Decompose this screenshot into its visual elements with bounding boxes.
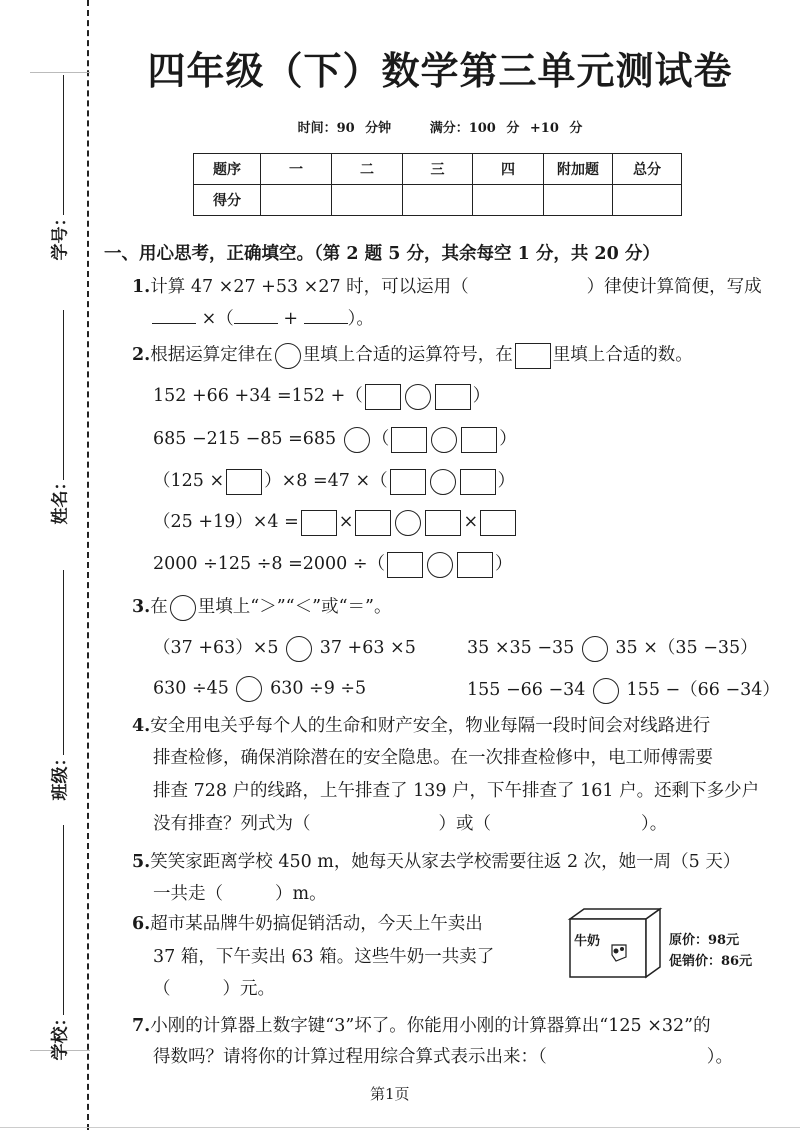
question-text: 里填上合适的运算符号，在 [302,345,513,365]
question-5-line-2 [153,880,327,905]
exam-meta [100,117,780,136]
score-cell: 题序 [194,154,261,185]
question-text: 笑笑家距离学校 450 m，她每天从家去学校需要往返 2 次，她一周（5 天） [150,852,741,872]
answer-box[interactable] [461,427,497,453]
score-cell: 总分 [613,154,682,185]
question-text: 根据运算定律在 [150,345,273,365]
question-text: ）。 [641,814,668,834]
answer-box[interactable] [355,510,391,536]
question-text: ）或（ [438,814,491,834]
question-1-line-1 [132,273,762,298]
answer-box[interactable] [301,510,337,536]
question-text: ）律使计算简便，写成 [586,277,762,297]
expression-text: （25 +19）×4 = [153,512,299,532]
question-3-compare-3 [153,676,366,702]
question-text: 计算 47 ×27 +53 ×27 时，可以运用（ [150,277,469,297]
answer-box[interactable] [435,384,471,410]
score-cell: 附加题 [544,154,613,185]
question-text: 在 [150,597,168,617]
score-cell: 一 [261,154,332,185]
school-line[interactable] [63,825,64,1015]
class-line[interactable] [63,570,64,755]
score-table [193,153,682,216]
exam-full-score: 满分：100 分 +10 分 [429,121,583,136]
promo-price: 促销价：86元 [669,954,753,969]
box-symbol-icon [515,343,551,369]
question-6-line-1 [132,910,483,935]
score-input[interactable] [473,185,544,216]
circle-symbol-icon [275,343,301,369]
original-price: 原价：98元 [669,933,740,948]
question-text: ）。 [347,309,374,329]
expression-text: 2000 ÷125 ÷8 =2000 ÷（ [153,554,386,574]
student-id-label: 学号： [50,209,71,261]
score-cell: 二 [332,154,403,185]
operator-circle[interactable] [430,469,456,495]
binding-dashed-line [87,0,89,1130]
question-number: 6. [132,914,151,934]
operator-circle[interactable] [395,510,421,536]
compare-circle[interactable] [582,636,608,662]
question-text: ）m。 [275,884,327,904]
circle-symbol-icon [170,595,196,621]
page-title: 四年级（下）数学第三单元测试卷 [147,48,733,93]
compare-circle[interactable] [236,676,262,702]
class-label: 班级： [50,749,71,801]
question-number: 1. [132,277,151,297]
question-text: 里填上“＞”“＜”或“＝”。 [197,597,392,617]
expression-text: 35 ×（35 −35） [615,638,758,658]
compare-circle[interactable] [286,636,312,662]
expression-text: （125 × [153,471,225,491]
expression-text: ） [499,429,517,449]
expression-text: × [338,512,354,532]
question-number: 3. [132,597,151,617]
question-6-line-3 [153,975,275,1000]
question-text: ）元。 [222,979,275,999]
operator-circle[interactable] [431,427,457,453]
expression-text: ）×8 =47 ×（ [264,471,388,491]
question-text: 没有排查？列式为（ [153,814,311,834]
score-input[interactable] [403,185,473,216]
exam-time: 时间：90 分钟 [297,121,392,136]
question-text: ×（ [201,309,234,329]
expression-text: ） [495,554,513,574]
question-4-line-1 [132,712,710,737]
question-text: ）。 [706,1047,733,1067]
score-table-score-row [194,185,682,216]
expression-text: 630 ÷9 ÷5 [270,678,367,699]
question-2-expr-2 [153,425,517,453]
question-number: 5. [132,852,151,872]
answer-box[interactable] [460,469,496,495]
score-cell: 三 [403,154,473,185]
question-text: + [283,309,298,329]
score-cell: 得分 [194,185,261,216]
question-1-line-2 [152,305,374,330]
school-label: 学校： [50,1009,71,1061]
expression-text: × [463,512,479,532]
student-id-line[interactable] [63,75,64,215]
question-7-line-1 [132,1012,711,1037]
question-text: 安全用电关乎每个人的生命和财产安全，物业每隔一段时间会对线路进行 [150,716,711,736]
answer-box[interactable] [457,552,493,578]
question-number: 7. [132,1016,151,1036]
expression-text: 685 −215 −85 =685 [153,429,337,449]
question-6-line-2: 37 箱，下午卖出 63 箱。这些牛奶一共卖了 [153,947,495,967]
question-3-compare-2 [467,634,758,662]
question-text: 一共走（ [153,884,223,904]
question-number: 2. [132,345,151,365]
score-input[interactable] [613,185,682,216]
score-table-header-row [194,154,682,185]
score-input[interactable] [544,185,613,216]
answer-blank[interactable] [234,307,278,324]
question-text: 小刚的计算器上数字键“3”坏了。你能用小刚的计算器算出“125 ×32”的 [150,1016,711,1036]
expression-text: 37 +63 ×5 [319,638,416,658]
question-text: 得数吗？请将你的计算过程用综合算式表示出来：（ [153,1047,547,1067]
milk-box-label: 牛奶 [574,934,601,949]
score-cell: 四 [473,154,544,185]
question-4-line-4 [153,810,667,835]
operator-circle[interactable] [344,427,370,453]
name-line[interactable] [63,310,64,480]
expression-text: 35 ×35 −35 [467,638,575,658]
question-text: 超市某品牌牛奶搞促销活动，今天上午卖出 [150,914,483,934]
expression-text: （37 +63）×5 [153,638,279,658]
question-3-compare-4 [467,676,780,704]
page-bottom-border [0,1127,800,1128]
expression-text: 630 ÷45 [153,678,229,699]
name-label: 姓名： [50,473,71,525]
milk-box-illustration [566,905,666,985]
answer-box[interactable] [226,469,262,495]
question-2-line-1 [132,341,693,369]
question-3-compare-1 [153,634,416,662]
expression-text: ） [472,386,491,406]
page-number: 第1页 [370,1085,410,1103]
question-7-line-2 [153,1043,733,1068]
answer-box[interactable] [391,427,427,453]
answer-blank[interactable] [152,307,196,324]
question-text: 里填上合适的数。 [552,345,693,365]
question-text: （ [153,979,171,999]
question-2-expr-3 [153,467,515,495]
question-2-expr-4 [153,508,518,536]
score-input[interactable] [332,185,403,216]
section-heading: 一、用心思考，正确填空。（第 2 题 5 分，其余每空 1 分，共 20 分） [104,244,660,264]
question-4-line-2: 排查检修，确保消除潜在的安全隐患。在一次排查检修中，电工师傅需要 [153,748,713,768]
question-number: 4. [132,716,151,736]
question-2-expr-1 [153,382,490,410]
operator-circle[interactable] [427,552,453,578]
question-4-line-3: 排查 728 户的线路，上午排查了 139 户，下午排查了 161 户。还剩下多少户 [153,781,760,801]
compare-circle[interactable] [593,678,619,704]
question-3-line-1 [132,593,391,621]
expression-text: 155 −（66 −34） [626,680,780,700]
question-2-expr-5 [153,550,513,578]
question-5-line-1 [132,848,740,873]
answer-box[interactable] [425,510,461,536]
expression-text: ） [497,471,516,491]
answer-box[interactable] [365,384,401,410]
expression-text: 155 −66 −34 [467,680,586,700]
margin-divider [30,72,90,73]
expression-text: 152 +66 +34 =152 +（ [153,386,363,406]
answer-blank[interactable] [304,307,348,324]
answer-box[interactable] [387,552,423,578]
operator-circle[interactable] [405,384,431,410]
expression-text: （ [371,429,390,449]
answer-box[interactable] [480,510,516,536]
score-input[interactable] [261,185,332,216]
answer-box[interactable] [390,469,426,495]
